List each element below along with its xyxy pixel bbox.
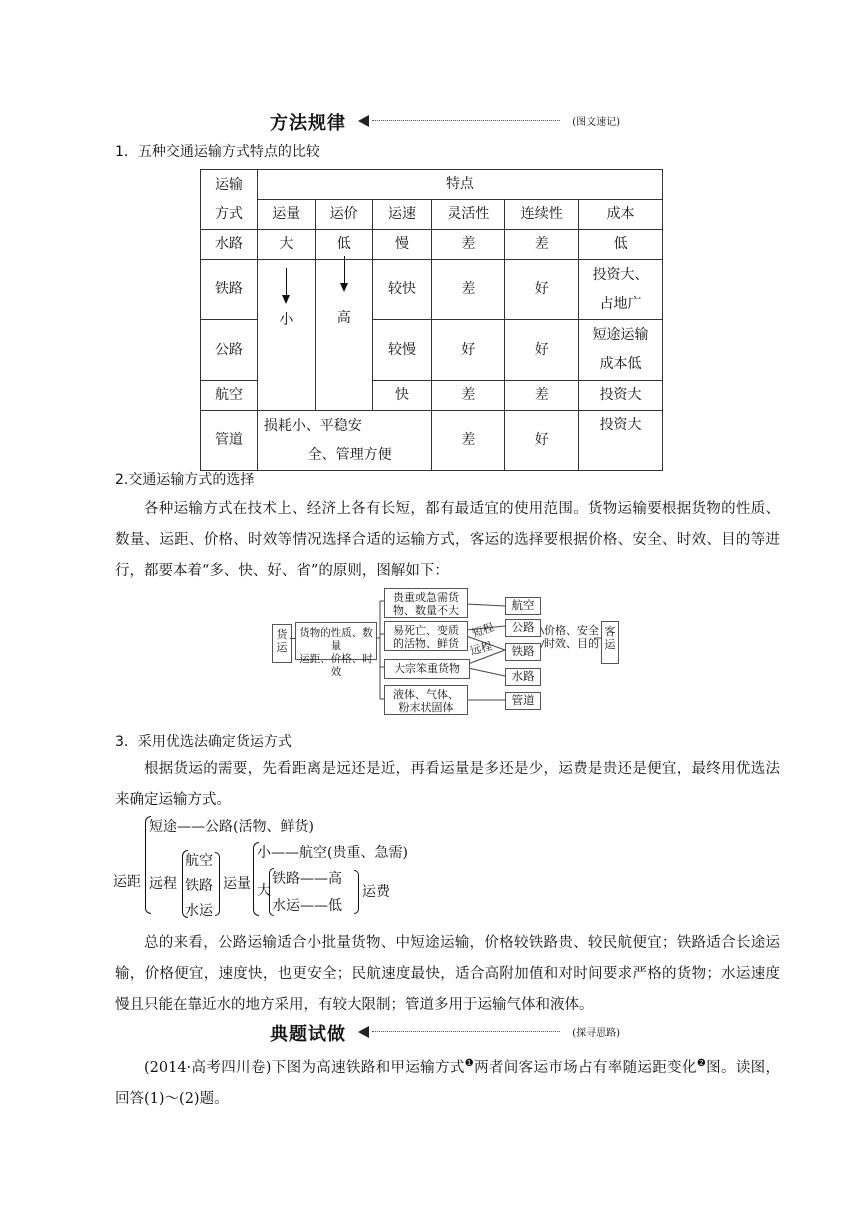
continuity-cell: 好 — [505, 411, 579, 471]
banner-note: (探寻思路) — [572, 1028, 620, 1039]
table-header-features: 特点 — [257, 170, 662, 200]
criteria-box: 货物的性质、数量 运距、价格、时效 — [295, 622, 377, 660]
flexibility-cell: 差 — [432, 230, 505, 260]
paragraph-optimization: 根据货运的需要，先看距离是远还是近，再看运量是多还是少，运费是贵还是便宜，最终用优选法来确定运输方式。 — [115, 761, 780, 808]
cost-cell: 投资大 — [579, 380, 663, 410]
question-text: (2014·高考四川卷)下图为高速铁路和甲运输方式$^❶$两者间客运市场占有率随运距变化$^❷$图。读图，回答(1)～(2)题。 — [115, 1058, 781, 1107]
table-row — [201, 260, 663, 320]
table-header-mode: 运输 方式 — [201, 170, 258, 230]
section-banner-practice — [270, 1020, 620, 1044]
goods-box-valuable: 贵重或急需货 物、数量不大 — [384, 588, 468, 618]
tree-small-branch: 小——航空(贵重、急需) — [257, 845, 408, 861]
cost-cell: 投资大 — [579, 411, 663, 471]
passenger-criteria: 价格、安全 时效、目的 — [544, 624, 599, 650]
table-row — [201, 411, 663, 471]
mode-box-road: 公路 — [505, 619, 541, 637]
banner-title: 方法规律 — [270, 113, 346, 134]
pipeline-traits-cell: 损耗小、平稳安 全、管理方便 — [257, 411, 432, 471]
tree-root-label: 运距 — [113, 874, 141, 890]
cost-cell: 投资大、 占地广 — [579, 260, 663, 320]
section-heading-3: 3．采用优选法确定货运方式 — [115, 734, 292, 750]
table-row — [201, 230, 663, 260]
mode-box-pipeline: 管道 — [505, 692, 541, 710]
column-header: 运量 — [257, 200, 315, 230]
column-header: 连续性 — [505, 200, 579, 230]
banner-note: (图文速记) — [572, 117, 620, 128]
mode-cell: 管道 — [201, 411, 258, 471]
flexibility-cell: 差 — [432, 411, 505, 471]
dotted-leader — [372, 120, 560, 121]
mode-box-water: 水路 — [505, 668, 541, 686]
paragraph-selection: 各种运输方式在技术上、经济上各有长短，都有最适宜的使用范围。货物运输要根据货物的性质、数量、运距、价格、时效等情况选择合适的运输方式，客运的选择要根据价格、安全、时效、目的等进行，都要本着“多、快、好、省”的原则，图解如下： — [115, 501, 780, 579]
flexibility-cell: 好 — [432, 320, 505, 380]
goods-box-bulk: 大宗笨重货物 — [384, 659, 470, 679]
mode-box-rail: 铁路 — [505, 643, 541, 661]
column-header: 成本 — [579, 200, 663, 230]
section-heading-1: 1．五种交通运输方式特点的比较 — [115, 144, 320, 160]
paragraph-summary: 总的来看，公路运输适合小批量货物、中短途运输，价格较铁路贵、较民航便宜；铁路适合长途运输，价格便宜，速度快，也更安全；民航速度最快，适合高附加值和对时间要求严格的货物；水运速度慢且只能在靠近水的地方采用，有较大限制；管道多用于运输气体和液体。 — [115, 935, 780, 1013]
brace-right — [215, 852, 220, 916]
mode-box-air: 航空 — [505, 597, 541, 615]
speed-cell: 快 — [372, 380, 432, 410]
transport-selection-diagram — [272, 588, 618, 716]
tree-volume-label: 运量 — [223, 876, 251, 892]
speed-cell: 较快 — [372, 260, 432, 320]
transport-comparison-table — [200, 169, 663, 471]
mode-cell: 航空 — [201, 380, 258, 410]
speed-cell: 较慢 — [372, 320, 432, 380]
continuity-cell: 好 — [505, 320, 579, 380]
price-cell: 低 — [315, 230, 372, 260]
passenger-box: 客 运 — [601, 621, 619, 664]
price-end-label: 高 — [336, 310, 351, 326]
dotted-leader — [372, 1031, 560, 1032]
section-banner-method — [270, 109, 620, 133]
short-distance-label: 短程 — [470, 620, 496, 641]
speed-cell: 慢 — [372, 230, 432, 260]
volume-cell: 大 — [257, 230, 315, 260]
goods-box-fluid: 液体、气体、 粉末状固体 — [384, 685, 468, 715]
continuity-cell: 好 — [505, 260, 579, 320]
freight-box: 货 运 — [272, 624, 292, 663]
triangle-left-icon — [358, 115, 369, 127]
column-header: 运价 — [315, 200, 372, 230]
cost-cell: 低 — [579, 230, 663, 260]
annotation-mark: ❶ — [464, 1058, 475, 1069]
continuity-cell: 差 — [505, 380, 579, 410]
column-header: 灵活性 — [432, 200, 505, 230]
mode-cell: 水路 — [201, 230, 258, 260]
tree-freight-label: 运费 — [362, 884, 390, 900]
flexibility-cell: 差 — [432, 260, 505, 320]
brace-right — [354, 870, 359, 914]
tree-rail-cost: 铁路——高 — [272, 871, 342, 887]
tree-water-cost: 水运——低 — [272, 898, 342, 914]
tree-long-label: 远程 — [149, 876, 177, 892]
column-header: 运速 — [372, 200, 432, 230]
tree-short-branch: 短途——公路(活物、鲜货) — [149, 819, 314, 835]
section-heading-2: 2.交通运输方式的选择 — [115, 472, 255, 488]
mode-cell: 公路 — [201, 320, 258, 380]
goods-box-perishable: 易死亡、变质 的活物、鲜货 — [384, 621, 468, 651]
continuity-cell: 差 — [505, 230, 579, 260]
triangle-left-icon — [358, 1026, 369, 1038]
volume-end-label: 小 — [279, 312, 294, 328]
tree-mode-rail: 铁路 — [185, 878, 213, 894]
tree-mode-water: 水运 — [185, 903, 213, 919]
question-source: (2014·高考四川卷) — [144, 1059, 272, 1076]
mode-cell: 铁路 — [201, 260, 258, 320]
volume-trend-cell — [257, 260, 315, 411]
cost-cell: 短途运输 成本低 — [579, 320, 663, 380]
tree-mode-air: 航空 — [185, 853, 213, 869]
down-arrow-icon — [344, 256, 345, 290]
tree-large-label: 大 — [257, 883, 271, 899]
annotation-mark: ❷ — [696, 1058, 707, 1069]
long-distance-label: 远程 — [468, 639, 494, 658]
banner-title: 典题试做 — [270, 1024, 346, 1045]
flexibility-cell: 差 — [432, 380, 505, 410]
down-arrow-icon — [286, 268, 287, 302]
freight-selection-tree — [113, 812, 513, 922]
price-trend-cell — [315, 260, 372, 411]
